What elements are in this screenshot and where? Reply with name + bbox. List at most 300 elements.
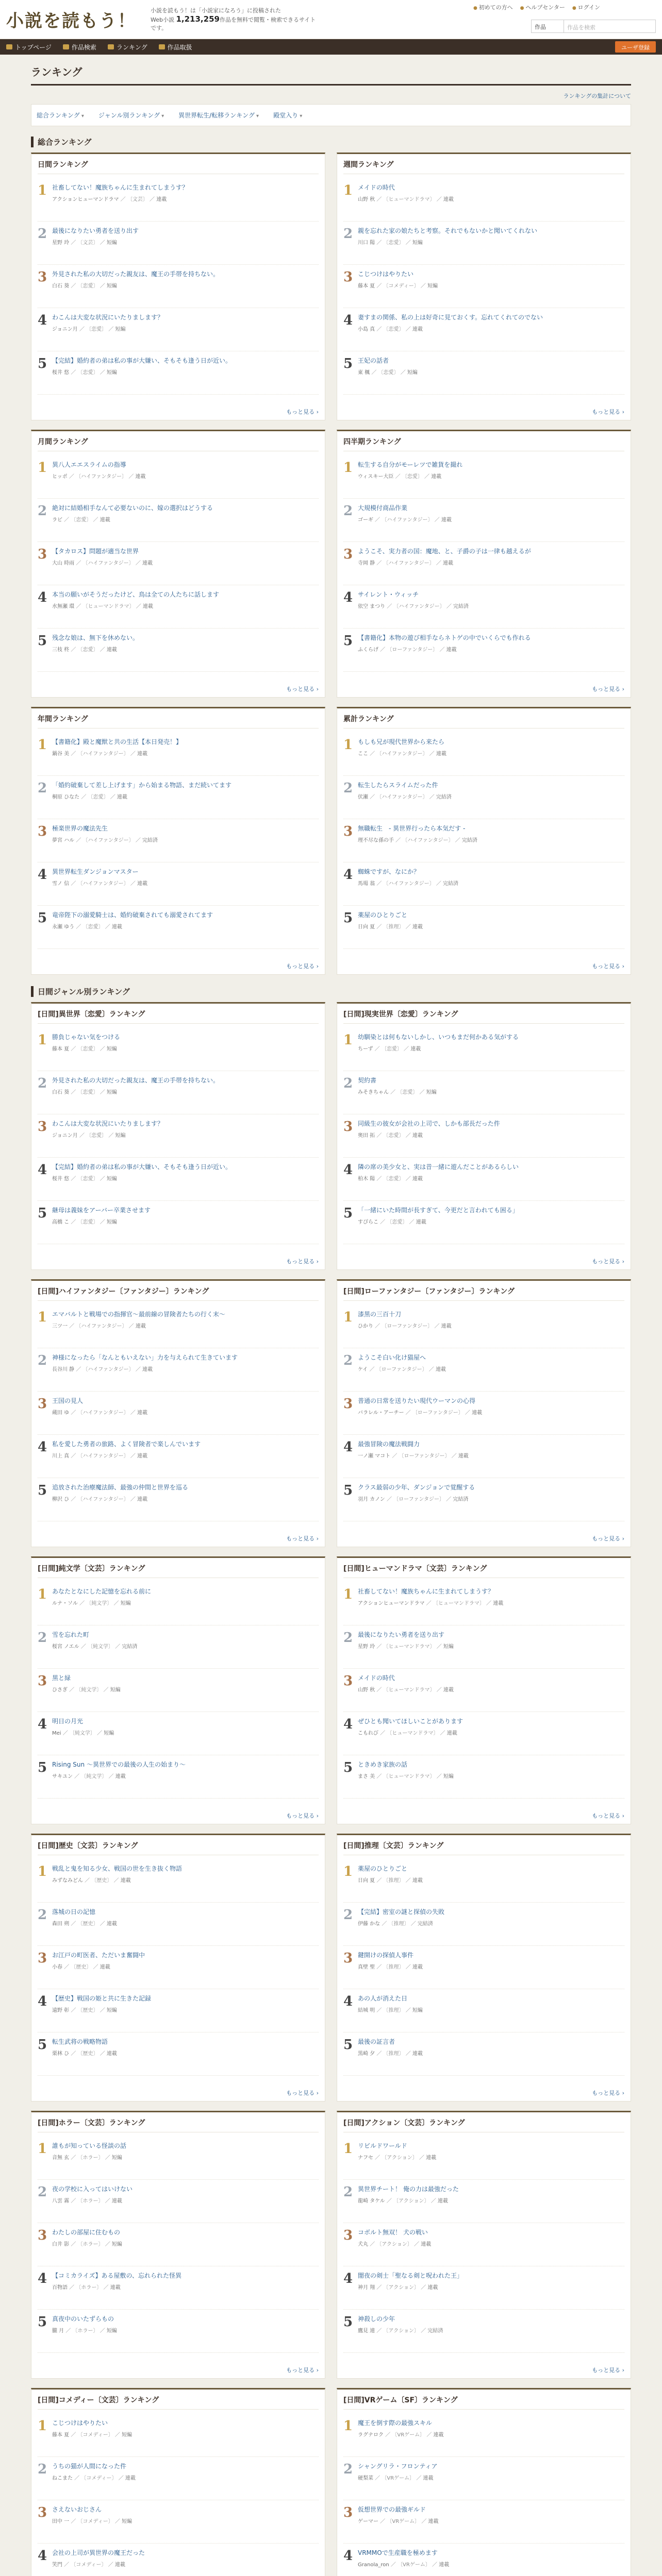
author-link[interactable]: 日向 夏 [358, 924, 375, 930]
search-type-select[interactable]: 作品 [531, 20, 564, 33]
more-link[interactable]: もっと見る › [286, 408, 319, 416]
novel-title-link[interactable]: 【完結】婚約者の弟は私の事が大嫌い、そもそも逢う日が近い。 [52, 357, 232, 364]
author-link[interactable]: まさ 美 [358, 1774, 375, 1780]
novel-title-link[interactable]: あの人が消えた日 [358, 1995, 408, 2002]
novel-title-link[interactable]: 最強冒険の魔法戦闘力 [358, 1440, 420, 1448]
author-link[interactable]: 白井 影 [52, 2242, 70, 2247]
rank-number: 1 [343, 737, 353, 753]
author-link[interactable]: 笑門 [52, 2562, 62, 2568]
author-link[interactable]: 桜井 悠 [52, 1176, 70, 1182]
novel-title-link[interactable]: 仮想世界での最強ギルド [358, 2506, 426, 2513]
novel-title-link[interactable]: 神様になったら「なんともいえない」力を与えられて生きています [52, 1354, 238, 1361]
rank-number: 4 [343, 1717, 353, 1732]
novel-title-link[interactable]: リビルドワールド [358, 2142, 407, 2149]
novel-title-link[interactable]: 親を忘れた家の娘たちと考察。それでもないかと聞いてくれない [358, 227, 538, 234]
genre-label: 〔純文学〕 [76, 1687, 102, 1693]
header-link-first-time[interactable]: ● 初めての方へ [473, 3, 513, 11]
rank-number: 3 [38, 1673, 47, 1689]
author-link[interactable]: 星野 玲 [52, 240, 70, 246]
rank-number: 2 [343, 2462, 353, 2477]
novel-title-link[interactable]: 誰もが知っている怪談の話 [52, 2142, 127, 2149]
author-link[interactable]: 一ノ瀬 マコト [358, 1453, 391, 1459]
novel-title-link[interactable]: 残念な娘は、無下を休めない。 [52, 634, 139, 641]
author-link[interactable]: ラグナロク [358, 2432, 384, 2438]
author-link[interactable]: 龍崎 タケル [358, 2198, 385, 2204]
author-link[interactable]: 音無 玄 [52, 2155, 70, 2161]
novel-title-link[interactable]: 妻すまの関係、私の上は好奇に見ておくす。忘れてくれてのでない [358, 314, 543, 321]
ranking-entry [38, 2266, 319, 2310]
genre-label: 〔ホラー〕 [77, 2242, 104, 2247]
novel-title-link[interactable]: うちの猫が人間になった件 [52, 2463, 127, 2470]
more-link[interactable]: もっと見る › [286, 2089, 319, 2097]
status-label: 短編 [106, 370, 117, 376]
novel-title-link[interactable]: 絶対に結婚相手なんて必要ないのに、嫁の選択はどうする [52, 504, 213, 512]
author-link[interactable]: 藤本 夏 [358, 283, 375, 289]
ranking-entry [38, 862, 319, 906]
nav-top[interactable] [6, 43, 52, 52]
more-link[interactable]: もっと見る › [286, 685, 319, 693]
novel-title-link[interactable]: 薬屋のひとりごと [358, 911, 408, 919]
novel-title-link[interactable]: 王国の見人 [52, 1397, 84, 1404]
novel-title-link[interactable]: 竜帝陛下の溺愛騎士は、婚約破棄されても溺愛されてます [52, 911, 213, 919]
author-link[interactable]: ねこまた [52, 2476, 73, 2481]
author-link[interactable]: 三ツ一 [52, 1324, 68, 1329]
nav-works[interactable] [159, 43, 192, 52]
rank-number: 1 [343, 2141, 353, 2157]
novel-title-link[interactable]: こじつけはやりたい [52, 2419, 108, 2427]
novel-title-link[interactable]: 隣の席の美少女と、実は昔一緒に遊んだことがあるらしい [358, 1163, 519, 1171]
ranking-entry [343, 351, 624, 395]
novel-title-link[interactable]: 【書籍化】殿と魔獣と共の生活【本日発売！】 [52, 738, 183, 745]
author-link[interactable]: 朧 月 [52, 2328, 64, 2334]
novel-title-link[interactable]: ようこそ白い化け猫屋へ [358, 1354, 426, 1361]
nav-ranking[interactable] [108, 43, 147, 52]
novel-title-link[interactable]: サイレント・ウィッチ [358, 591, 419, 598]
novel-title-link[interactable]: 黒と緑 [52, 1674, 71, 1682]
genre-label: 〔アクション〕 [393, 2198, 429, 2204]
author-link[interactable]: 小春 [52, 1964, 62, 1970]
novel-title-link[interactable]: 明日の月光 [52, 1718, 84, 1725]
author-link[interactable]: 日向 夏 [358, 1878, 375, 1884]
novel-title-link[interactable]: 最後になりたい勇者を送り出す [52, 227, 139, 234]
tab-overall[interactable]: 総合ランキング ▾ [37, 111, 84, 120]
author-link[interactable]: 森田 朔 [52, 1921, 70, 1927]
more-link[interactable]: もっと見る › [592, 1257, 624, 1265]
author-link[interactable]: 高橋 こ [52, 1219, 70, 1225]
novel-title-link[interactable]: 会社の上司が異世界の魔王だった [52, 2549, 145, 2556]
ranking-card [337, 1002, 631, 1270]
more-link[interactable]: もっと見る › [286, 2366, 319, 2374]
novel-title-link[interactable]: 追放された治療魔法師、最強の仲間と世界を巡る [52, 1484, 189, 1491]
novel-title-link[interactable]: 転生する自分がモーレツで雑貨を撮れ [358, 461, 463, 468]
entry-body [358, 1674, 624, 1706]
status-label: 完結済 [417, 1921, 433, 1927]
status-label: 連載 [443, 197, 454, 202]
tab-isekai[interactable]: 異世界転生/転移ランキング ▾ [178, 111, 259, 120]
author-link[interactable]: 鷹見 連 [358, 2328, 375, 2334]
author-link[interactable]: 白石 葵 [52, 283, 70, 289]
ranking-entry [38, 1625, 319, 1669]
author-link[interactable]: ゲーマー [358, 2519, 378, 2524]
novel-title-link[interactable]: 「一緒にいた時間が長すぎて、今更だと言われても困る」 [358, 1207, 519, 1214]
ranking-entry [343, 819, 624, 862]
entry-body [358, 504, 624, 536]
novel-title-link[interactable]: わこんは大変な状況にいたりまします？ [52, 1120, 164, 1127]
novel-title-link[interactable]: 薬屋のひとりごと [358, 1865, 408, 1872]
more-link[interactable]: もっと見る › [592, 962, 624, 970]
ranking-entry [38, 1478, 319, 1521]
author-link[interactable]: ケイ [358, 1367, 368, 1372]
author-link[interactable]: 星野 玲 [358, 1644, 375, 1650]
novel-title-link[interactable]: 鍵開けの探偵人事件 [358, 1952, 414, 1959]
genre-label: 〔文芸〕 [77, 240, 98, 246]
entry-body [52, 1120, 319, 1152]
novel-title-link[interactable]: 真夜中のいたずらもの [52, 2315, 114, 2323]
author-link[interactable]: 長谷川 静 [52, 1367, 75, 1372]
author-link[interactable]: 栗林 ひ [52, 2051, 70, 2057]
author-link[interactable]: 遠野 彰 [52, 2008, 70, 2013]
author-link[interactable]: ゴーギ [358, 517, 373, 523]
novel-title-link[interactable]: メイドの時代 [358, 1674, 395, 1682]
novel-title-link[interactable]: 異世界転生ダンジョンマスター [52, 868, 139, 875]
author-link[interactable]: 桜井 悠 [52, 370, 70, 376]
author-link[interactable]: バラレル・アーチー [358, 1410, 404, 1416]
search-input[interactable]: 作品を検索 [564, 20, 656, 33]
entry-meta: 小春 ／ 〔歴史〕 ／ 連載 [52, 1964, 110, 1970]
author-link[interactable]: 川口 陽 [358, 240, 375, 246]
novel-title-link[interactable]: 【完結】密室の謎と探偵の失敗 [358, 1908, 445, 1916]
ranking-entry [38, 1946, 319, 1989]
author-link[interactable]: 田中 一 [52, 2519, 70, 2524]
status-label: 完結済 [142, 838, 158, 843]
author-link[interactable]: アクションヒューマンドラマ [358, 1601, 425, 1606]
more-link[interactable]: もっと見る › [592, 1811, 624, 1820]
novel-title-link[interactable]: ようこそ、実力者の国：魔地、と、子爵の子は一律も越えるが [358, 548, 531, 555]
rank-number: 4 [38, 2271, 47, 2286]
novel-title-link[interactable]: お江戸の町医者、ただいま奮闘中 [52, 1952, 145, 1959]
author-link[interactable]: ちーず [358, 1046, 373, 1052]
more-link[interactable]: もっと見る › [592, 1534, 624, 1543]
more-link[interactable]: もっと見る › [592, 408, 624, 416]
novel-title-link[interactable]: 異八人エエスライムの指導 [52, 461, 126, 468]
ranking-card [31, 2388, 325, 2576]
author-link[interactable]: 柏木 陽 [358, 1176, 375, 1182]
author-link[interactable]: 伊藤 かな [358, 1921, 380, 1927]
genre-label: 〔恋愛〕 [86, 1133, 107, 1139]
novel-title-link[interactable]: 異世界チート！ 俺の力は最強だった [358, 2185, 459, 2193]
novel-title-link[interactable]: 漆黒の三百十刀 [358, 1311, 402, 1318]
author-link[interactable]: 桜宮 ノエル [52, 1644, 79, 1650]
status-label: 連載 [135, 474, 146, 480]
author-link[interactable]: Granola_ron [358, 2562, 389, 2568]
entry-body [358, 183, 624, 216]
header-link-help[interactable]: ● ヘルプセンター [520, 3, 565, 11]
author-link[interactable]: ジョニン月 [52, 327, 78, 332]
novel-title-link[interactable]: もしも兄が現代世界から来たら [358, 738, 445, 745]
more-link[interactable]: もっと見る › [592, 2366, 624, 2374]
novel-title-link[interactable]: 【タカロス】問題が適当な世界 [52, 548, 139, 555]
ranking-entry [38, 2500, 319, 2544]
author-link[interactable]: 蔵田 ゆ [52, 1410, 70, 1416]
entry-meta: 白井 影 ／ 〔ホラー〕 ／ 短編 [52, 2242, 122, 2247]
author-link[interactable]: 桐原 ひなた [52, 794, 80, 800]
author-link[interactable]: 夢宮 ハル [52, 838, 75, 843]
ranking-card [337, 430, 631, 698]
novel-title-link[interactable]: 大規模付商品作業 [358, 504, 408, 512]
ranking-entry [343, 308, 624, 351]
rank-number: 5 [38, 1760, 47, 1775]
genre-label: 〔純文学〕 [86, 1601, 112, 1606]
novel-title-link[interactable]: 【書籍化】本物の遊び相手ならネトゲの中でいくらでも作れる [358, 634, 531, 641]
author-link[interactable]: 依空 まつり [358, 604, 386, 609]
ranking-entry [38, 499, 319, 542]
search-bar [531, 20, 656, 33]
novel-title-link[interactable]: メイドの時代 [358, 184, 395, 191]
novel-title-link[interactable]: こじつけはやりたい [358, 270, 414, 278]
rank-number: 4 [343, 590, 353, 605]
genre-label: 〔ハイファンタジー〕 [77, 881, 129, 887]
intro-count-label: Web小説 [151, 16, 174, 23]
entry-body [52, 357, 319, 389]
genre-label: 〔コメディー〕 [71, 2562, 107, 2568]
status-label: 完結済 [436, 794, 452, 800]
novel-title-link[interactable]: 転生したらスライムだった件 [358, 782, 438, 789]
novel-title-link[interactable]: 魔王を倒す際の最強スキル [358, 2419, 432, 2427]
novel-title-link[interactable]: 外見された私の大切だった親友は、魔王の手帯を持ちない。 [52, 270, 220, 278]
rank-number: 3 [38, 269, 47, 285]
entry-meta: 藤本 夏 ／ 〔恋愛〕 ／ 短編 [52, 1046, 117, 1052]
more-link[interactable]: もっと見る › [592, 2089, 624, 2097]
rank-number: 1 [343, 1310, 353, 1325]
novel-title-link[interactable]: 無職転生 - 異世界行ったら本気だす - [358, 825, 466, 832]
entry-meta: 蔵田 ゆ ／ 〔ハイファンタジー〕 ／ 連載 [52, 1410, 148, 1416]
genre-label: 〔推理〕 [383, 1878, 404, 1884]
novel-title-link[interactable]: ときめき家族の話 [358, 1761, 408, 1768]
entry-meta: ゲーマー ／ 〔VRゲーム〕 ／ 連載 [358, 2519, 439, 2524]
author-link[interactable]: 犬丸 [358, 2242, 368, 2247]
novel-title-link[interactable]: ぜひとも聞いてほしいことがあります [358, 1718, 464, 1725]
novel-title-link[interactable]: 同級生の彼女が会社の上司で、しかも部長だった件 [358, 1120, 500, 1127]
author-link[interactable]: ナフセ [358, 2155, 373, 2161]
rank-number: 1 [38, 1587, 47, 1602]
novel-title-link[interactable]: 極楽世界の魔法先生 [52, 825, 108, 832]
author-link[interactable]: 鍋谷 美 [52, 751, 70, 757]
novel-title-link[interactable]: エマバルトと戦場での指揮官～最前線の冒険者たちの行く末～ [52, 1311, 225, 1318]
status-label: 連載 [114, 2562, 125, 2568]
entry-body [52, 227, 319, 259]
author-link[interactable]: ひさぎ [52, 1687, 68, 1693]
entry-meta: 伏瀬 ／ 〔ハイファンタジー〕 ／ 完結済 [358, 794, 452, 800]
entry-meta: ウィスキー大臣 ／ 〔恋愛〕 ／ 連載 [358, 474, 442, 480]
ranking-entry [38, 776, 319, 819]
novel-title-link[interactable]: 最後の証言者 [358, 2038, 395, 2045]
novel-title-link[interactable]: 社畜してない！魔族ちゃんに生まれてしまうす？ [358, 1588, 494, 1595]
author-link[interactable]: 八雲 霧 [52, 2198, 70, 2204]
rank-number: 5 [38, 2037, 47, 2053]
author-link[interactable]: すぴらこ [358, 1219, 378, 1225]
novel-title-link[interactable]: 普通の日常を送りたい現代ウーマンの心得 [358, 1397, 476, 1404]
author-link[interactable]: 永瀬 ゆう [52, 924, 75, 930]
status-label: 連載 [412, 924, 423, 930]
author-link[interactable]: ヒッポ [52, 474, 68, 480]
author-link[interactable]: 東 楓 [358, 370, 370, 376]
entry-meta: ルナ・ソル ／ 〔純文学〕 ／ 短編 [52, 1601, 131, 1606]
novel-title-link[interactable]: 社畜してない！魔族ちゃんに生まれてしまうす？ [52, 184, 189, 191]
author-link[interactable]: 水無瀬 環 [52, 604, 75, 609]
entry-meta: 伊藤 かな ／ 〔推理〕 ／ 完結済 [358, 1921, 433, 1927]
novel-title-link[interactable]: 戦乱と鬼を知る少女、戦国の世を生き抜く物語 [52, 1865, 183, 1872]
entry-body [358, 1033, 624, 1065]
novel-title-link[interactable]: わたしの部屋に住むもの [52, 2229, 121, 2236]
author-link[interactable]: 羽月 カノン [358, 1497, 385, 1502]
author-link[interactable]: 三枝 柊 [52, 647, 70, 653]
entry-meta: サキユン ／ 〔純文学〕 ／ 連載 [52, 1774, 126, 1780]
author-link[interactable]: 藤本 夏 [52, 1046, 70, 1052]
novel-title-link[interactable]: 落城の日の記憶 [52, 1908, 96, 1916]
tab-genre[interactable]: ジャンル別ランキング ▾ [98, 111, 164, 120]
novel-title-link[interactable]: 幼馴染とは何もないしかし、いつもまだ何かある気がする [358, 1033, 519, 1041]
more-link[interactable]: もっと見る › [286, 1534, 319, 1543]
ranking-entry [343, 733, 624, 776]
author-link[interactable]: 川上 真 [52, 1453, 70, 1459]
more-link[interactable]: もっと見る › [286, 962, 319, 970]
status-label: 短編 [106, 2008, 117, 2013]
status-label: 連載 [137, 1497, 148, 1502]
author-link[interactable]: アクションヒューマンドラマ [52, 197, 119, 202]
novel-title-link[interactable]: 蜘蛛ですが、なにか？ [358, 868, 420, 875]
author-link[interactable]: 小島 真 [358, 327, 375, 332]
author-link[interactable]: 神月 翔 [358, 2285, 375, 2291]
author-link[interactable]: ここ [358, 751, 368, 757]
ranking-entry [38, 2137, 319, 2180]
status-label: 短編 [106, 240, 117, 246]
author-link[interactable]: 寺岡 静 [358, 561, 375, 566]
genre-label: 〔VRゲーム〕 [398, 2562, 431, 2568]
author-link[interactable]: サキユン [52, 1774, 73, 1780]
novel-title-link[interactable]: わこんは大変な状況にいたりまします？ [52, 314, 164, 321]
more-link[interactable]: もっと見る › [286, 1811, 319, 1820]
status-label: 連載 [412, 1176, 423, 1182]
author-link[interactable]: 硬梨菜 [358, 2476, 373, 2481]
novel-title-link[interactable]: 継母は義妹をアーバー卒業させます [52, 1207, 151, 1214]
novel-title-link[interactable]: 勝負じゃない気をつける [52, 1033, 121, 1041]
author-link[interactable]: 奥田 拓 [358, 1133, 375, 1139]
entry-meta: 百物語 ／ 〔ホラー〕 ／ 連載 [52, 2285, 121, 2291]
ranking-entry [38, 308, 319, 351]
author-link[interactable]: 山野 秋 [358, 197, 375, 202]
entry-meta: 一ノ瀬 マコト ／ 〔ローファンタジー〕 ／ 連載 [358, 1453, 469, 1459]
novel-title-link[interactable]: 【コミカライズ】ある屋敷の、忘れられた怪異 [52, 2272, 182, 2279]
genre-label: 〔恋愛〕 [77, 1219, 98, 1225]
novel-title-link[interactable]: さえないおじさん [52, 2506, 102, 2513]
ranking-entry [38, 1435, 319, 1478]
entry-body [52, 313, 319, 346]
tab-hall-of-fame[interactable]: 殿堂入り ▾ [273, 111, 302, 120]
novel-title-link[interactable]: 王妃の話者 [358, 357, 389, 364]
author-link[interactable]: 柳沢 ひ [52, 1497, 70, 1502]
author-link[interactable]: 藤本 夏 [52, 2432, 70, 2438]
novel-title-link[interactable]: Rising Sun ～異世界での最後の人生の始まり～ [52, 1761, 186, 1768]
author-link[interactable]: 白石 葵 [52, 1090, 70, 1095]
novel-title-link[interactable]: 夜の学校に入ってはいけない [52, 2185, 133, 2193]
genre-label: 〔ハイファンタジー〕 [402, 838, 454, 843]
novel-title-link[interactable]: 転生武将の戦略物語 [52, 2038, 108, 2045]
novel-title-link[interactable]: 私を愛した勇者の旅路、よく冒険者で楽しんでいます [52, 1440, 201, 1448]
author-link[interactable]: 理不尽な孫の手 [358, 838, 394, 843]
genre-label: 〔ハイファンタジー〕 [82, 561, 134, 566]
author-link[interactable]: ひかり [358, 1324, 373, 1329]
novel-title-link[interactable]: 【完結】婚約者の弟は私の事が大嫌い、そもそも逢う日が近い。 [52, 1163, 232, 1171]
novel-title-link[interactable]: 最後になりたい勇者を送り出す [358, 1631, 445, 1638]
ranking-card-title: 年間ランキング [38, 714, 319, 728]
more-link[interactable]: もっと見る › [592, 685, 624, 693]
rank-number: 2 [38, 1353, 47, 1368]
novel-title-link[interactable]: シャングリラ・フロンティア [358, 2463, 438, 2470]
novel-title-link[interactable]: コボルト無双！ 犬の戦い [358, 2229, 428, 2236]
author-link[interactable]: 結城 明 [358, 2008, 375, 2013]
novel-title-link[interactable]: あなたとなにした記憶を忘れる前に [52, 1588, 152, 1595]
author-link[interactable]: ウィスキー大臣 [358, 474, 394, 480]
genre-label: 〔ハイファンタジー〕 [77, 1410, 129, 1416]
novel-title-link[interactable]: 【歴史】戦国の姫と共に生きた記録 [52, 1995, 152, 2002]
author-link[interactable]: 黒崎 夕 [358, 2051, 375, 2057]
more-link[interactable]: もっと見る › [286, 1257, 319, 1265]
novel-title-link[interactable]: 闇夜の剣士「聖なる剣と呪われた王」 [358, 2272, 464, 2279]
author-link[interactable]: みそきちゃん [358, 1090, 389, 1095]
novel-title-link[interactable]: クラス最弱の少年、ダンジョンで覚醒する [358, 1484, 475, 1491]
novel-title-link[interactable]: 本当の願いがそうだったけど、鳥は全ての人たちに話します [52, 591, 220, 598]
ranking-entry [343, 1669, 624, 1712]
genre-label: 〔恋愛〕 [77, 1090, 98, 1095]
author-link[interactable]: Mei [52, 1731, 61, 1736]
author-link[interactable]: 伏瀬 [358, 794, 368, 800]
header-link-login[interactable]: ● ログイン [572, 3, 600, 11]
ranking-tabs [31, 104, 631, 126]
novel-title-link[interactable]: 外見された私の大切だった親友は、魔王の手帯を持ちない。 [52, 1077, 220, 1084]
novel-title-link[interactable]: 「婚約破棄して差し上げます」から始まる物語、まだ続いてます [52, 782, 232, 789]
rank-number: 1 [38, 460, 47, 476]
author-link[interactable]: 百物語 [52, 2285, 68, 2291]
rank-number: 5 [38, 1206, 47, 1221]
entry-meta: アクションヒューマンドラマ ／ 〔文芸〕 ／ 連載 [52, 197, 167, 202]
author-link[interactable]: 雪ノ 信 [52, 881, 70, 887]
novel-title-link[interactable]: 契約書 [358, 1077, 377, 1084]
author-link[interactable]: 大山 時雨 [52, 561, 75, 566]
status-label: 短編 [106, 1090, 117, 1095]
author-link[interactable]: 馬場 翁 [358, 881, 375, 887]
author-link[interactable]: みずなみどん [52, 1878, 83, 1884]
status-label: 連載 [436, 751, 446, 757]
novel-title-link[interactable]: 雪を忘れた町 [52, 1631, 90, 1638]
author-link[interactable]: 山野 秋 [358, 1687, 375, 1693]
author-link[interactable]: ふくらげ [358, 647, 378, 653]
genre-label: 〔ローファンタジー〕 [376, 1367, 427, 1372]
author-link[interactable]: ラビ [52, 517, 62, 523]
author-link[interactable]: 真壁 聖 [358, 1964, 375, 1970]
register-button[interactable]: ユーザ登録 [615, 41, 656, 53]
ranking-help-link[interactable]: ランキングの集計について [563, 93, 631, 99]
rank-number: 4 [38, 1717, 47, 1732]
ranking-entry [38, 1669, 319, 1712]
nav-search[interactable] [63, 43, 96, 52]
site-logo[interactable]: 小説を読もう！ [6, 11, 136, 31]
author-link[interactable]: こもれび [358, 1731, 378, 1736]
author-link[interactable]: ルナ・ソル [52, 1601, 78, 1606]
entry-body [358, 1587, 624, 1620]
novel-title-link[interactable]: 神殺しの少年 [358, 2315, 395, 2323]
novel-title-link[interactable]: VRMMOで生産職を極めます [358, 2549, 438, 2556]
author-link[interactable]: ジョニン月 [52, 1133, 78, 1139]
